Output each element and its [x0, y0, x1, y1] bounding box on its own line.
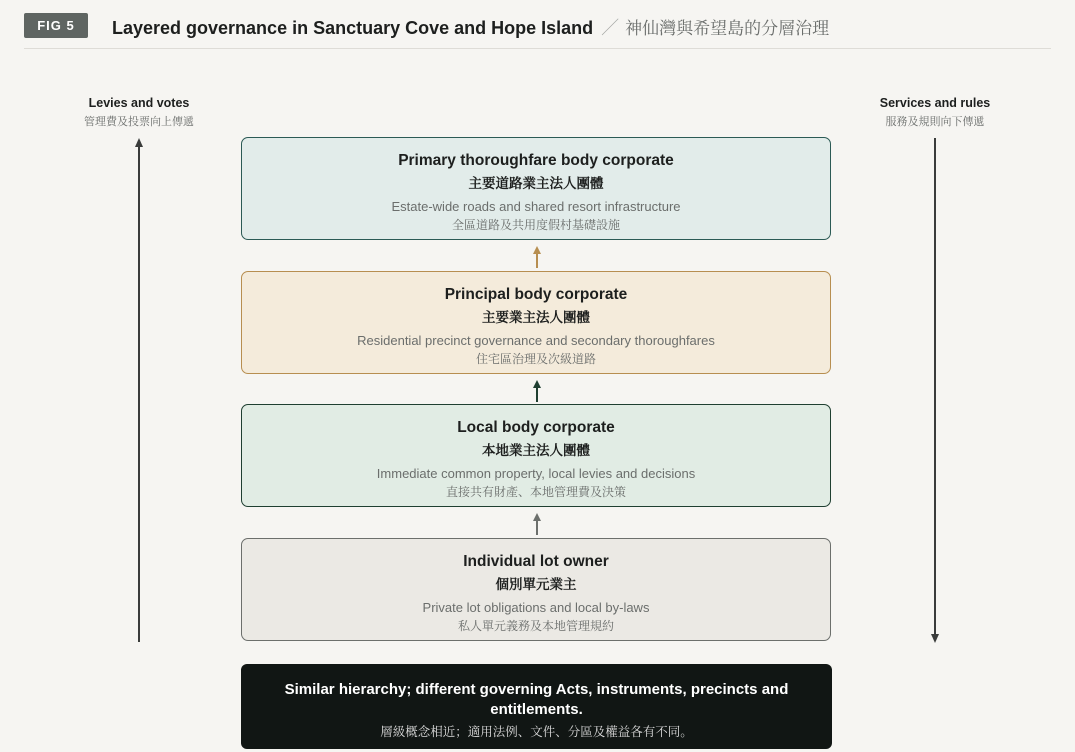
- connector-up-arrow-icon: [533, 246, 541, 254]
- connector-up-arrow-icon: [533, 380, 541, 388]
- connector-line: [536, 388, 538, 402]
- tier-description-zh: 全區道路及共用度假村基礎設施: [451, 218, 620, 232]
- tier-description: Estate-wide roads and shared resort infrastructure: [391, 199, 681, 214]
- connector-line: [536, 521, 538, 535]
- tier-title: Principal body corporate: [444, 286, 628, 303]
- tier-title-zh: 主要業主法人團體: [482, 310, 590, 325]
- tier-individual-lot-owner: [241, 538, 831, 641]
- tier-title: Individual lot owner: [463, 553, 609, 570]
- tier-title-zh: 本地業主法人團體: [482, 443, 590, 458]
- tier-description-zh: 私人單元義務及本地管理規約: [457, 619, 614, 633]
- tier-local: [241, 404, 831, 507]
- tier-title: Local body corporate: [457, 419, 615, 436]
- summary-note-zh: 層級概念相近；適用法例、文件、分區及權益各有不同。: [380, 725, 693, 739]
- connector-up-arrow-icon: [533, 513, 541, 521]
- tier-description: Immediate common property, local levies and decisions: [376, 466, 696, 481]
- upward-flow-line: [138, 146, 140, 642]
- summary-note-en: Similar hierarchy; different governing Acts, instruments, precincts and entitlements.: [284, 681, 789, 718]
- right-flow-label: [855, 96, 1015, 129]
- right-flow-label-en: Services and rules: [879, 96, 991, 110]
- tier-description: Residential precinct governance and secondary thoroughfares: [357, 333, 715, 348]
- up-arrow-icon: [135, 138, 143, 147]
- summary-note: [241, 664, 832, 749]
- down-arrow-icon: [931, 634, 939, 643]
- downward-flow-line: [934, 138, 936, 634]
- tier-principal: [241, 271, 831, 374]
- right-flow-label-zh: 服務及規則向下傳遞: [885, 116, 985, 128]
- connector-line: [536, 254, 538, 268]
- left-flow-label-en: Levies and votes: [88, 96, 190, 110]
- left-flow-label-zh: 管理費及投票向上傳遞: [84, 116, 194, 128]
- figure-title: [112, 14, 829, 40]
- tier-description-zh: 住宅區治理及次級道路: [475, 352, 596, 366]
- title-separator: ／: [601, 18, 620, 38]
- figure-title-en: Layered governance in Sanctuary Cove and Hope Island: [112, 18, 594, 38]
- tier-primary-thoroughfare: [241, 137, 831, 240]
- figure-title-zh: 神仙灣與希望島的分層治理: [625, 19, 830, 38]
- header-divider: [24, 48, 1051, 49]
- tier-title-zh: 個別單元業主: [495, 577, 577, 592]
- figure-badge: FIG 5: [24, 13, 88, 38]
- tier-title-zh: 主要道路業主法人團體: [468, 176, 604, 191]
- tier-title: Primary thoroughfare body corporate: [398, 152, 674, 169]
- tier-description-zh: 直接共有財產、本地管理費及決策: [445, 485, 626, 499]
- tier-description: Private lot obligations and local by-laws: [422, 600, 650, 615]
- left-flow-label: [59, 96, 219, 129]
